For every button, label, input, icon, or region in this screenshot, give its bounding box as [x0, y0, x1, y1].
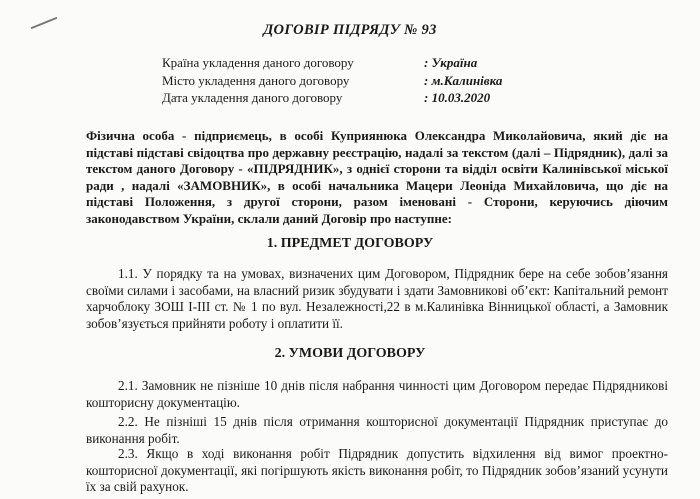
section-1-heading: 1. ПРЕДМЕТ ДОГОВОРУ — [266, 236, 434, 251]
meta-value: : м.Калинівка — [424, 72, 503, 88]
section-2-heading: 2. УМОВИ ДОГОВОРУ — [274, 346, 426, 361]
meta-value: : 10.03.2020 — [424, 90, 491, 105]
meta-row-country — [162, 54, 502, 72]
meta-row-date — [162, 89, 502, 107]
paragraph-text: 2.3. Якщо в ході виконання робіт Підрядник допустить відхилення від вимог проектно-кошторисної документації, які погіршують якість виконання робіт, то Підрядник зобов’язаний усунути їх за свій рахунок. — [86, 446, 668, 494]
section-1-paragraph-1 — [86, 266, 668, 332]
section-2-paragraph-1 — [86, 378, 668, 411]
section-2-paragraph-3 — [86, 446, 668, 496]
meta-row-city — [162, 72, 502, 90]
section-2-paragraph-2 — [86, 414, 668, 447]
meta-label: Дата укладення даного договору — [162, 90, 343, 105]
paragraph-text: 2.2. Не пізніші 15 днів після отримання кошторисної документації Підрядник приступає до виконання робіт. — [86, 414, 668, 446]
contract-meta — [162, 54, 502, 107]
paragraph-text: 1.1. У порядку та на умовах, визначених цим Договором, Підрядник бере на себе зобов’язання своїми силами і засобами, на власний ризик збудувати і здати Замовникові об’єкт: Капітальний ремонт харчоблоку ЗОШ І-ІІІ ст. № 1 по вул. Незалежності,22 в м.Калинівка Вінницької області, а Замовник зобов’язується прийняти роботу і оплатити її. — [86, 266, 668, 331]
meta-label: Країна укладення даного договору — [162, 55, 354, 70]
intro-paragraph: Фізична особа - підприємець, в особі Куприянюка Олександра Миколайовича, який діє на підставі підставі свідоцтва про державну реєстрацію, надалі за текстом (далі – Підрядник), далі за текстом даного Договору - «ПІДРЯДНИК», з однієї сторони та відділ освіти Калинівської міської ради , надалі «ЗАМОВНИК», в особі начальника Мацери Леоніда Михайловича, що діє на підставі Положення, з другої сторони, разом іменовані - Сторони, керуючись діючим законодавством України, склали даний Договір про наступне: — [86, 128, 668, 226]
document-title: ДОГОВІР ПІДРЯДУ № 93 — [263, 22, 437, 38]
meta-value: : Україна — [424, 55, 478, 70]
paragraph-text: 2.1. Замовник не пізніше 10 днів після набрання чинності цим Договором передає Підрядникові кошторисну документацію. — [86, 378, 668, 410]
meta-label: Місто укладення даного договору — [162, 72, 350, 88]
